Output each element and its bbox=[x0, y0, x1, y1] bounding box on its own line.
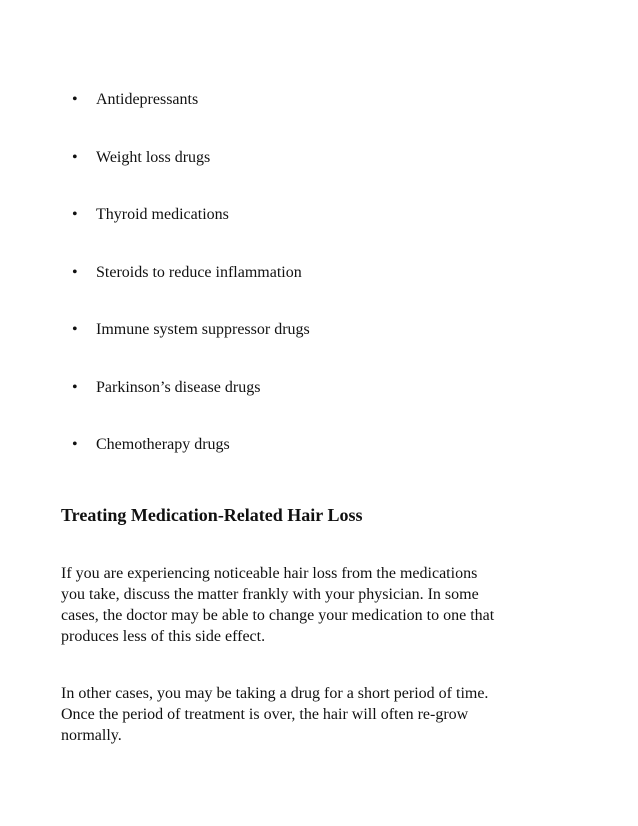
paragraph-line: you take, discuss the matter frankly with your physician. In some bbox=[61, 586, 479, 603]
medication-list bbox=[72, 89, 310, 492]
paragraph-1 bbox=[61, 563, 561, 647]
list-item-text: Antidepressants bbox=[96, 91, 199, 108]
list-item bbox=[72, 434, 310, 456]
bullet-icon: • bbox=[72, 263, 78, 281]
bullet-icon: • bbox=[72, 378, 78, 396]
paragraph-line: produces less of this side effect. bbox=[61, 628, 266, 645]
paragraph-2 bbox=[61, 683, 561, 746]
list-item-text: Thyroid medications bbox=[96, 206, 229, 223]
bullet-icon: • bbox=[72, 321, 78, 338]
list-item bbox=[72, 319, 310, 341]
bullet-icon: • bbox=[72, 206, 78, 223]
paragraph-line: cases, the doctor may be able to change your medication to one that bbox=[61, 607, 495, 624]
bullet-icon: • bbox=[72, 148, 78, 166]
bullet-icon: • bbox=[72, 436, 78, 453]
list-item-text: Parkinson’s disease drugs bbox=[96, 378, 261, 396]
list-item bbox=[72, 147, 310, 169]
paragraph-line: normally. bbox=[61, 727, 122, 744]
list-item-text: Steroids to reduce inflammation bbox=[96, 263, 302, 281]
section-heading: Treating Medication-Related Hair Loss bbox=[61, 505, 363, 525]
paragraph-line: In other cases, you may be taking a drug for a short period of time. bbox=[61, 685, 489, 702]
bullet-icon: • bbox=[72, 91, 78, 108]
list-item-text: Chemotherapy drugs bbox=[96, 436, 230, 453]
list-item bbox=[72, 204, 310, 226]
list-item bbox=[72, 377, 310, 399]
list-item-text: Immune system suppressor drugs bbox=[96, 321, 310, 338]
paragraph-line: Once the period of treatment is over, the hair will often re-grow bbox=[61, 706, 469, 723]
list-item bbox=[72, 89, 310, 111]
paragraph-line: If you are experiencing noticeable hair loss from the medications bbox=[61, 565, 478, 582]
list-item-text: Weight loss drugs bbox=[96, 148, 211, 166]
list-item bbox=[72, 262, 310, 284]
